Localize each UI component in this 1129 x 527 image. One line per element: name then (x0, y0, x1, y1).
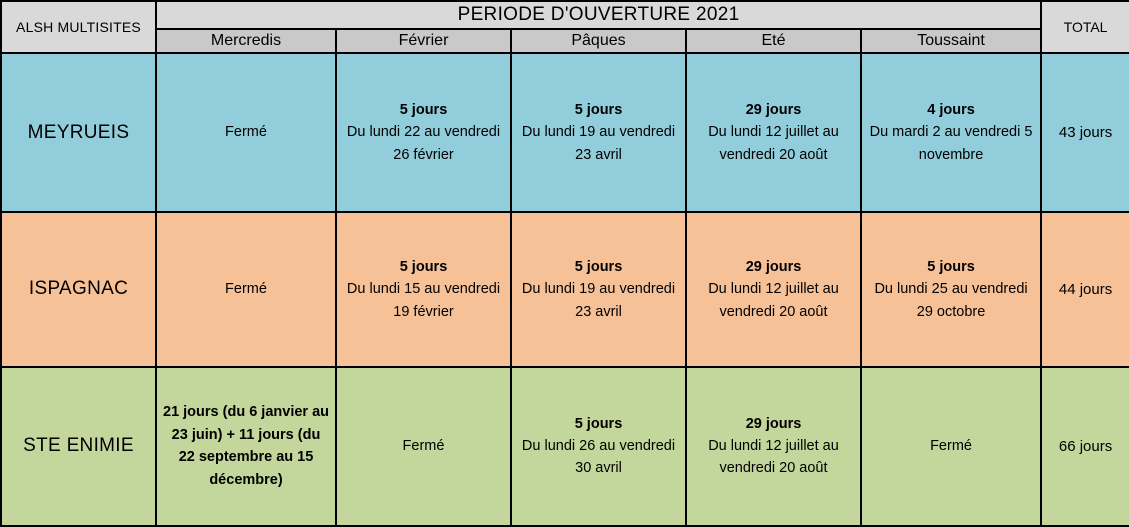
cell-title: 5 jours (927, 258, 975, 275)
cell-ste-enimie-fevrier (336, 367, 511, 526)
cell-detail: Fermé (225, 124, 267, 141)
cell-ispagnac-ete (686, 212, 861, 366)
cell-detail: Du lundi 25 au vendredi 29 octobre (874, 281, 1028, 320)
cell-detail: Du lundi 12 juillet au vendredi 20 août (708, 281, 839, 320)
row-site-ste-enimie: STE ENIMIE (1, 367, 156, 526)
cell-detail: Du lundi 15 au vendredi 19 février (346, 281, 501, 320)
cell-ispagnac-fevrier (336, 212, 511, 366)
cell-detail: Du lundi 19 au vendredi 23 avril (521, 281, 676, 320)
cell-meyrueis-ete (686, 53, 861, 212)
table-header-row-top (1, 1, 1129, 29)
cell-detail: Du mardi 2 au vendredi 5 novembre (869, 124, 1033, 163)
cell-meyrueis-paques (511, 53, 686, 212)
cell-detail: Du lundi 12 juillet au vendredi 20 août (708, 438, 839, 477)
cell-detail: Du lundi 19 au vendredi 23 avril (521, 124, 676, 163)
cell-ispagnac-toussaint (861, 212, 1041, 366)
cell-meyrueis-total: 43 jours (1041, 53, 1129, 212)
table-row (1, 53, 1129, 212)
cell-title: 5 jours (574, 102, 623, 119)
cell-title: 29 jours (745, 102, 802, 119)
header-column-fevrier: Février (336, 29, 511, 53)
table-row (1, 212, 1129, 366)
cell-title: 5 jours (399, 102, 448, 119)
cell-meyrueis-mercredis (156, 53, 336, 212)
row-site-ispagnac: ISPAGNAC (1, 212, 156, 366)
cell-ste-enimie-toussaint (861, 367, 1041, 526)
header-column-mercredis: Mercredis (156, 29, 336, 53)
cell-detail: Du lundi 12 juillet au vendredi 20 août (708, 124, 839, 163)
cell-detail: 21 jours (du 6 janvier au 23 juin) + 11 jours (du 22 septembre au 15 décembre) (163, 404, 329, 488)
header-column-ete: Eté (686, 29, 861, 53)
table-header-row-sub (1, 29, 1129, 53)
cell-meyrueis-toussaint (861, 53, 1041, 212)
cell-detail: Du lundi 22 au vendredi 26 février (346, 124, 501, 163)
header-column-toussaint: Toussaint (861, 29, 1041, 53)
cell-meyrueis-fevrier (336, 53, 511, 212)
cell-detail: Fermé (225, 281, 267, 298)
cell-title: 5 jours (399, 258, 448, 275)
cell-ste-enimie-paques (511, 367, 686, 526)
cell-title: 5 jours (574, 258, 623, 275)
table-row (1, 367, 1129, 526)
cell-detail: Du lundi 26 au vendredi 30 avril (521, 438, 676, 477)
cell-detail: Fermé (930, 438, 972, 455)
cell-ste-enimie-total: 66 jours (1041, 367, 1129, 526)
header-total-label: TOTAL (1041, 1, 1129, 53)
cell-title: 5 jours (574, 415, 623, 432)
cell-ste-enimie-mercredis (156, 367, 336, 526)
cell-ispagnac-total: 44 jours (1041, 212, 1129, 366)
cell-title: 4 jours (927, 102, 975, 119)
cell-ispagnac-paques (511, 212, 686, 366)
cell-title: 29 jours (745, 415, 802, 432)
cell-detail: Fermé (402, 438, 445, 455)
row-site-meyrueis: MEYRUEIS (1, 53, 156, 212)
cell-ste-enimie-ete (686, 367, 861, 526)
header-period-title: PERIODE D'OUVERTURE 2021 (156, 1, 1041, 29)
header-column-paques: Pâques (511, 29, 686, 53)
cell-title: 29 jours (745, 258, 802, 275)
cell-ispagnac-mercredis (156, 212, 336, 366)
header-site-label: ALSH MULTISITES (1, 1, 156, 53)
